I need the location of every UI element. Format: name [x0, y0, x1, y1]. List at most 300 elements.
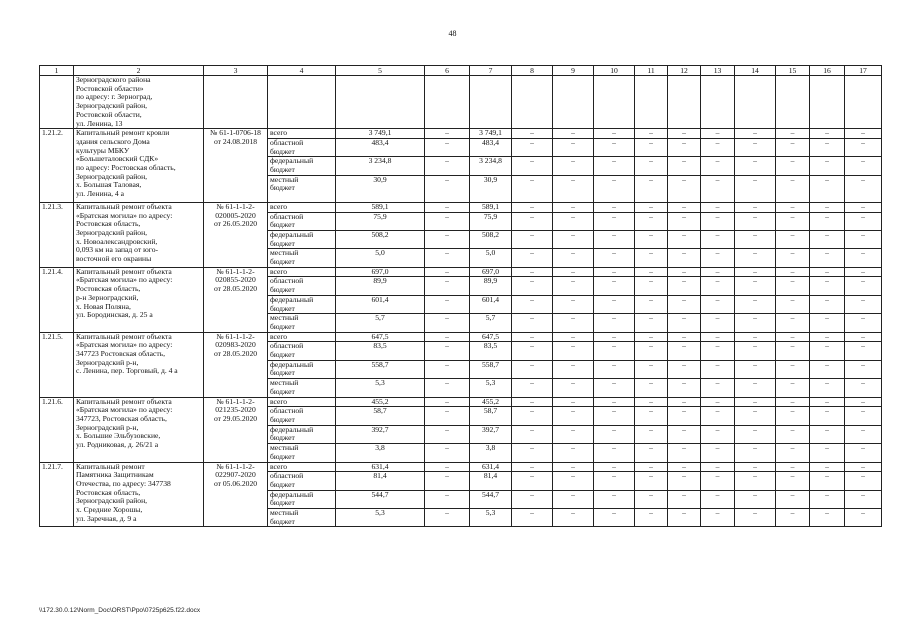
column-number: 6: [425, 66, 470, 76]
dash-cell: –: [735, 175, 776, 202]
dash-cell: –: [512, 175, 553, 202]
object-name-line: ул. Заречная, д. 9 а: [76, 513, 137, 523]
dash-cell: –: [635, 267, 668, 277]
dash-cell: –: [701, 425, 735, 443]
dash-cell: –: [845, 175, 882, 202]
dash-cell: –: [553, 202, 594, 212]
dash-cell: –: [553, 212, 594, 230]
column-number: 2: [74, 66, 204, 76]
dash-cell: –: [810, 425, 845, 443]
funding-source-line: всего: [270, 462, 288, 471]
dash-cell: –: [635, 425, 668, 443]
funding-source: [268, 444, 336, 462]
empty-cell: [40, 76, 74, 129]
column-number: 8: [512, 66, 553, 76]
item-number: 1.21.4.: [40, 267, 74, 332]
file-path-footer: \\172.30.0.12\Norm_Doc\ORST\Ppo\0725p625.f22.docx: [39, 607, 201, 614]
funding-source-line: всего: [270, 397, 288, 406]
dash-cell: –: [845, 490, 882, 508]
funding-source: [268, 175, 336, 202]
empty-cell: [512, 76, 553, 129]
dash-cell: –: [735, 314, 776, 332]
empty-cell: [204, 76, 268, 129]
dash-cell: –: [735, 360, 776, 378]
dash-cell: –: [810, 379, 845, 397]
dash-cell: –: [668, 379, 701, 397]
dash-cell: –: [668, 129, 701, 139]
column-number: 9: [553, 66, 594, 76]
object-name-line: Ростовская область,: [76, 219, 141, 229]
funding-source-line: бюджет: [270, 165, 295, 175]
year-amount: 631,4: [470, 462, 512, 472]
dash-cell: –: [512, 267, 553, 277]
year-amount: 601,4: [470, 295, 512, 313]
object-name-line: восточной его окраины: [76, 254, 152, 264]
object-name-line: х. Средние Хорошы,: [76, 505, 143, 515]
funding-source-line: бюджет: [270, 350, 295, 360]
total-amount: 3 234,8: [336, 157, 425, 175]
empty-cell: [470, 76, 512, 129]
total-amount: 89,9: [336, 277, 425, 295]
dash-cell: –: [425, 360, 470, 378]
dash-cell: –: [635, 360, 668, 378]
dash-cell: –: [701, 360, 735, 378]
total-amount: 75,9: [336, 212, 425, 230]
dash-cell: –: [668, 407, 701, 425]
year-amount: 5,7: [470, 314, 512, 332]
dash-cell: –: [735, 249, 776, 267]
dash-cell: –: [810, 509, 845, 527]
dash-cell: –: [735, 397, 776, 407]
dash-cell: –: [845, 425, 882, 443]
dash-cell: –: [668, 397, 701, 407]
dash-cell: –: [701, 277, 735, 295]
dash-cell: –: [512, 157, 553, 175]
dash-cell: –: [553, 175, 594, 202]
dash-cell: –: [512, 444, 553, 462]
funding-source-line: бюджет: [270, 451, 295, 461]
dash-cell: –: [735, 490, 776, 508]
object-name: [74, 76, 204, 129]
column-number: 12: [668, 66, 701, 76]
funding-source-line: федеральный: [270, 360, 314, 369]
dash-cell: –: [512, 249, 553, 267]
dash-cell: –: [594, 332, 635, 342]
total-amount: 30,9: [336, 175, 425, 202]
object-name-line: Зерноградский р-н,: [76, 422, 139, 432]
dash-cell: –: [594, 212, 635, 230]
column-number-row: [40, 66, 882, 76]
dash-cell: –: [668, 425, 701, 443]
column-number: 17: [845, 66, 882, 76]
dash-cell: –: [425, 175, 470, 202]
column-number: 5: [336, 66, 425, 76]
dash-cell: –: [810, 342, 845, 360]
expertise-conclusion: [204, 129, 268, 203]
dash-cell: –: [635, 342, 668, 360]
dash-cell: –: [594, 360, 635, 378]
empty-cell: [635, 76, 668, 129]
dash-cell: –: [810, 462, 845, 472]
dash-cell: –: [810, 230, 845, 248]
dash-cell: –: [776, 379, 810, 397]
dash-cell: –: [735, 379, 776, 397]
object-name-line: Ростовская область,: [76, 284, 141, 294]
funding-source: [268, 332, 336, 342]
dash-cell: –: [701, 407, 735, 425]
dash-cell: –: [701, 295, 735, 313]
dash-cell: –: [776, 277, 810, 295]
dash-cell: –: [553, 230, 594, 248]
dash-cell: –: [845, 379, 882, 397]
dash-cell: –: [425, 444, 470, 462]
dash-cell: –: [553, 129, 594, 139]
dash-cell: –: [594, 472, 635, 490]
dash-cell: –: [735, 212, 776, 230]
object-name-line: Капитальный ремонт объекта: [76, 202, 172, 211]
dash-cell: –: [845, 472, 882, 490]
dash-cell: –: [512, 379, 553, 397]
funding-source-line: бюджет: [270, 146, 295, 156]
object-name-line: «Братская могила» по адресу:: [76, 275, 173, 285]
program-table: [39, 65, 882, 527]
dash-cell: –: [845, 397, 882, 407]
dash-cell: –: [845, 407, 882, 425]
object-name-line: Капитальный ремонт объекта: [76, 332, 172, 341]
dash-cell: –: [512, 407, 553, 425]
funding-source-line: бюджет: [270, 183, 295, 193]
year-amount: 5,0: [470, 249, 512, 267]
dash-cell: –: [668, 175, 701, 202]
dash-cell: –: [776, 332, 810, 342]
empty-cell: [668, 76, 701, 129]
dash-cell: –: [594, 397, 635, 407]
dash-cell: –: [553, 295, 594, 313]
dash-cell: –: [776, 138, 810, 156]
dash-cell: –: [701, 444, 735, 462]
dash-cell: –: [701, 314, 735, 332]
year-amount: 544,7: [470, 490, 512, 508]
object-name-line: Зерноградский р-н,: [76, 357, 139, 367]
total-amount: 508,2: [336, 230, 425, 248]
dash-cell: –: [776, 157, 810, 175]
dash-cell: –: [635, 129, 668, 139]
funding-source-line: бюджет: [270, 285, 295, 295]
funding-source-line: федеральный: [270, 156, 314, 166]
object-name-line: ул. Ленина, 4 а: [76, 189, 124, 199]
dash-cell: –: [594, 138, 635, 156]
object-name-line: р-н Зерноградский,: [76, 292, 139, 302]
budget-row: [40, 397, 882, 407]
funding-source-line: местный: [270, 378, 299, 388]
budget-row: [40, 267, 882, 277]
dash-cell: –: [425, 379, 470, 397]
funding-source: [268, 360, 336, 378]
dash-cell: –: [553, 342, 594, 360]
dash-cell: –: [512, 509, 553, 527]
dash-cell: –: [701, 462, 735, 472]
dash-cell: –: [512, 397, 553, 407]
dash-cell: –: [635, 444, 668, 462]
funding-source-line: областной: [270, 341, 304, 351]
dash-cell: –: [425, 314, 470, 332]
funding-source-line: бюджет: [270, 386, 295, 396]
funding-source: [268, 407, 336, 425]
dash-cell: –: [668, 202, 701, 212]
dash-cell: –: [845, 360, 882, 378]
dash-cell: –: [845, 138, 882, 156]
dash-cell: –: [512, 425, 553, 443]
dash-cell: –: [701, 202, 735, 212]
column-number: 1: [40, 66, 74, 76]
dash-cell: –: [553, 360, 594, 378]
dash-cell: –: [845, 509, 882, 527]
expertise-line: № 61-1-1-2-: [216, 332, 255, 341]
funding-source-line: бюджет: [270, 516, 295, 526]
dash-cell: –: [845, 462, 882, 472]
total-amount: 558,7: [336, 360, 425, 378]
year-amount: 5,3: [470, 509, 512, 527]
funding-source: [268, 267, 336, 277]
object-name-line: х. Большие Эльбузовские,: [76, 431, 161, 441]
object-name-line: «Братская могила» по адресу:: [76, 405, 173, 415]
dash-cell: –: [845, 332, 882, 342]
funding-source-line: областной: [270, 471, 304, 481]
object-name-line: х. Новоалександровский,: [76, 236, 158, 246]
dash-cell: –: [668, 332, 701, 342]
expertise-line: № 61-1-1-2-: [216, 462, 255, 471]
funding-source: [268, 157, 336, 175]
dash-cell: –: [845, 277, 882, 295]
funding-source-line: федеральный: [270, 230, 314, 239]
dash-cell: –: [553, 509, 594, 527]
dash-cell: –: [845, 129, 882, 139]
funding-source: [268, 490, 336, 508]
dash-cell: –: [594, 129, 635, 139]
column-number: 4: [268, 66, 336, 76]
column-number: 15: [776, 66, 810, 76]
dash-cell: –: [668, 342, 701, 360]
dash-cell: –: [701, 490, 735, 508]
dash-cell: –: [553, 267, 594, 277]
column-number: 13: [701, 66, 735, 76]
dash-cell: –: [425, 277, 470, 295]
empty-cell: [776, 76, 810, 129]
dash-cell: –: [553, 379, 594, 397]
dash-cell: –: [425, 202, 470, 212]
dash-cell: –: [594, 175, 635, 202]
column-number: 11: [635, 66, 668, 76]
dash-cell: –: [701, 249, 735, 267]
dash-cell: –: [810, 472, 845, 490]
budget-row: [40, 462, 882, 472]
total-amount: 81,4: [336, 472, 425, 490]
object-name: [74, 332, 204, 397]
object-name-line: ул. Родниковая, д. 26/21 а: [76, 440, 159, 450]
expertise-line: от 24.08.2018: [213, 136, 258, 146]
column-number: 3: [204, 66, 268, 76]
dash-cell: –: [776, 509, 810, 527]
dash-cell: –: [668, 360, 701, 378]
funding-source-line: областной: [270, 212, 304, 221]
dash-cell: –: [810, 249, 845, 267]
dash-cell: –: [735, 332, 776, 342]
total-amount: 5,3: [336, 509, 425, 527]
dash-cell: –: [512, 490, 553, 508]
total-amount: 631,4: [336, 462, 425, 472]
dash-cell: –: [553, 397, 594, 407]
page-number: 48: [448, 29, 457, 38]
dash-cell: –: [553, 332, 594, 342]
object-name-line: здания сельского Дома: [76, 136, 150, 146]
column-number: 7: [470, 66, 512, 76]
dash-cell: –: [594, 230, 635, 248]
item-number: 1.21.7.: [40, 462, 74, 527]
funding-source-line: всего: [270, 332, 288, 341]
dash-cell: –: [701, 157, 735, 175]
funding-source-line: бюджет: [270, 415, 295, 424]
dash-cell: –: [668, 267, 701, 277]
dash-cell: –: [425, 472, 470, 490]
expertise-line: от 28.05.2020: [213, 349, 258, 359]
object-name-line: Зерноградский район,: [76, 101, 148, 111]
dash-cell: –: [845, 314, 882, 332]
object-name-line: Ростовской области,: [76, 109, 142, 119]
funding-source: [268, 314, 336, 332]
funding-source-line: федеральный: [270, 425, 314, 434]
dash-cell: –: [512, 332, 553, 342]
dash-cell: –: [425, 490, 470, 508]
dash-cell: –: [425, 425, 470, 443]
dash-cell: –: [594, 342, 635, 360]
dash-cell: –: [845, 295, 882, 313]
dash-cell: –: [553, 157, 594, 175]
dash-cell: –: [635, 202, 668, 212]
year-amount: 3 234,8: [470, 157, 512, 175]
object-name-line: 347723 Ростовская область,: [76, 349, 166, 359]
dash-cell: –: [553, 472, 594, 490]
dash-cell: –: [553, 314, 594, 332]
dash-cell: –: [425, 332, 470, 342]
budget-row: [40, 202, 882, 212]
funding-source: [268, 295, 336, 313]
dash-cell: –: [668, 212, 701, 230]
dash-cell: –: [668, 444, 701, 462]
dash-cell: –: [635, 332, 668, 342]
dash-cell: –: [701, 129, 735, 139]
year-amount: 508,2: [470, 230, 512, 248]
dash-cell: –: [668, 230, 701, 248]
empty-cell: [594, 76, 635, 129]
object-name-line: Отечества, по адресу: 347738: [76, 478, 171, 488]
object-name-line: Капитальный ремонт объекта: [76, 267, 172, 276]
dash-cell: –: [701, 397, 735, 407]
dash-cell: –: [512, 277, 553, 295]
dash-cell: –: [635, 249, 668, 267]
item-number: 1.21.6.: [40, 397, 74, 462]
year-amount: 392,7: [470, 425, 512, 443]
expertise-line: 022907-2020: [215, 470, 256, 480]
dash-cell: –: [776, 267, 810, 277]
budget-row: [40, 332, 882, 342]
object-name-line: Ростовская область,: [76, 487, 141, 497]
total-amount: 589,1: [336, 202, 425, 212]
object-name-line: Зерноградский район,: [76, 171, 148, 181]
dash-cell: –: [810, 157, 845, 175]
dash-cell: –: [635, 509, 668, 527]
dash-cell: –: [668, 277, 701, 295]
dash-cell: –: [594, 379, 635, 397]
total-amount: 601,4: [336, 295, 425, 313]
total-amount: 58,7: [336, 407, 425, 425]
dash-cell: –: [668, 462, 701, 472]
expertise-conclusion: [204, 397, 268, 462]
funding-source: [268, 509, 336, 527]
dash-cell: –: [776, 129, 810, 139]
expertise-conclusion: [204, 462, 268, 527]
expertise-line: от 26.05.2020: [213, 219, 258, 229]
funding-source-line: бюджет: [270, 321, 295, 331]
dash-cell: –: [425, 407, 470, 425]
funding-source-line: областной: [270, 138, 304, 147]
dash-cell: –: [668, 249, 701, 267]
year-amount: 455,2: [470, 397, 512, 407]
dash-cell: –: [594, 407, 635, 425]
funding-source: [268, 425, 336, 443]
funding-source-line: бюджет: [270, 479, 295, 489]
funding-source: [268, 129, 336, 139]
year-amount: 75,9: [470, 212, 512, 230]
object-name: [74, 267, 204, 332]
object-name-line: «Братская могила» по адресу:: [76, 340, 173, 350]
year-amount: 83,5: [470, 342, 512, 360]
object-name-line: Зерноградский район,: [76, 496, 148, 506]
dash-cell: –: [810, 314, 845, 332]
dash-cell: –: [735, 462, 776, 472]
expertise-line: от 05.06.2020: [213, 478, 258, 488]
funding-source-line: бюджет: [270, 433, 295, 443]
dash-cell: –: [594, 202, 635, 212]
funding-source-line: бюджет: [270, 368, 295, 378]
dash-cell: –: [635, 462, 668, 472]
expertise-line: от 28.05.2020: [213, 284, 258, 294]
funding-source-line: федеральный: [270, 295, 314, 304]
dash-cell: –: [425, 295, 470, 313]
item-number: 1.21.5.: [40, 332, 74, 397]
dash-cell: –: [512, 472, 553, 490]
dash-cell: –: [701, 230, 735, 248]
funding-source-line: местный: [270, 248, 299, 258]
dash-cell: –: [701, 472, 735, 490]
column-number: 14: [735, 66, 776, 76]
dash-cell: –: [635, 212, 668, 230]
dash-cell: –: [425, 138, 470, 156]
dash-cell: –: [425, 509, 470, 527]
dash-cell: –: [594, 249, 635, 267]
empty-cell: [336, 76, 425, 129]
dash-cell: –: [635, 407, 668, 425]
dash-cell: –: [701, 175, 735, 202]
dash-cell: –: [776, 230, 810, 248]
expertise-line: 020855-2020: [215, 275, 256, 285]
object-name: [74, 397, 204, 462]
dash-cell: –: [776, 249, 810, 267]
object-name-line: 347723, Ростовская область,: [76, 414, 167, 423]
total-amount: 3,8: [336, 444, 425, 462]
dash-cell: –: [594, 267, 635, 277]
funding-source-line: бюджет: [270, 220, 295, 230]
dash-cell: –: [735, 425, 776, 443]
